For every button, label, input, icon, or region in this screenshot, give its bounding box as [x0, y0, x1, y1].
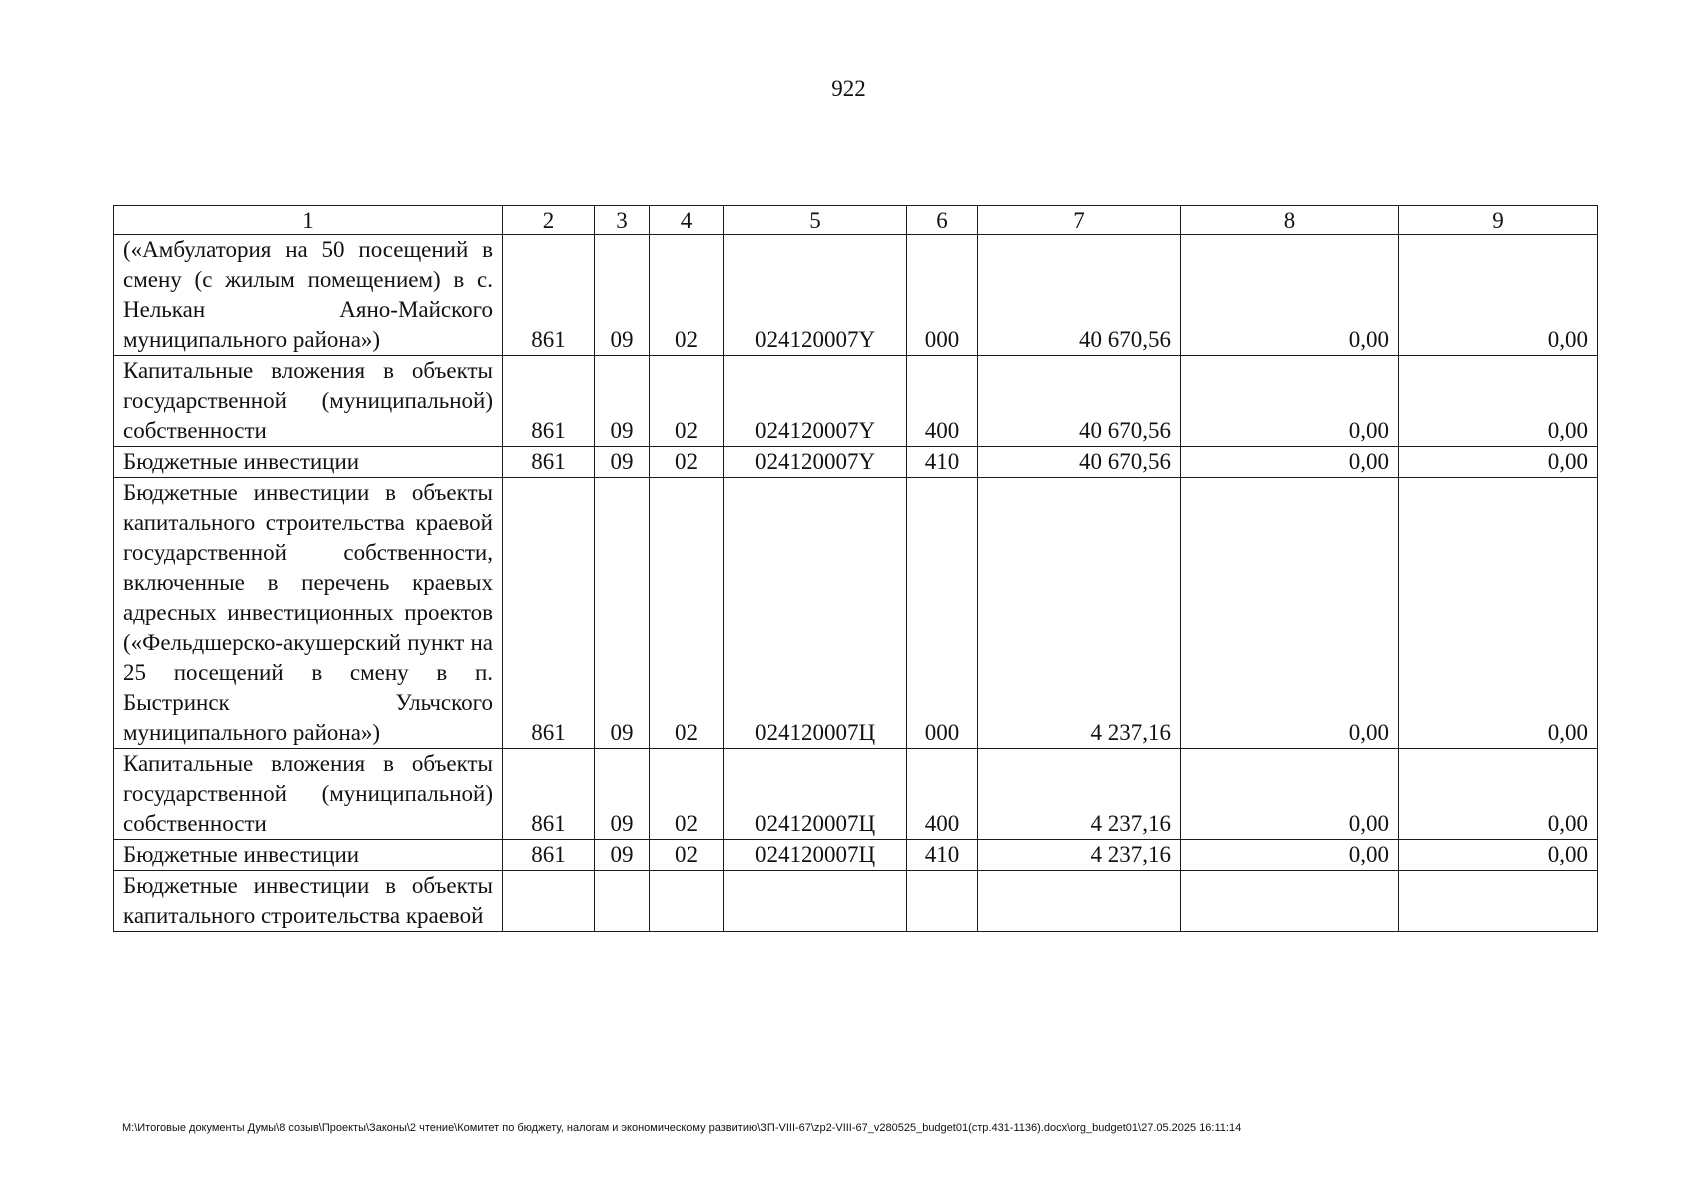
- cell-code-6: 410: [907, 447, 978, 478]
- cell-amount-9: 0,00: [1399, 478, 1598, 749]
- table-row: [114, 447, 1598, 478]
- row-name: Бюджетные инвестиции: [114, 447, 503, 478]
- cell-amount-7: 4 237,16: [978, 840, 1181, 871]
- cell-code-6: 000: [907, 478, 978, 749]
- cell-amount-9: 0,00: [1399, 749, 1598, 840]
- cell-code-2: 861: [503, 840, 595, 871]
- cell-amount-8: 0,00: [1181, 235, 1399, 356]
- cell-code-4: 02: [650, 447, 724, 478]
- page-number: 922: [831, 76, 866, 101]
- cell-code-3: 09: [595, 749, 650, 840]
- cell-amount-7: 40 670,56: [978, 356, 1181, 447]
- table-row-continued: [114, 871, 1598, 932]
- footer-file-path: M:\Итоговые документы Думы\8 созыв\Проекты\Законы\2 чтение\Комитет по бюджету, налогам и экономическому развитию\ЗП-VIII-67\zp2-VIII-67_v280525_budget01(стр.431-1136).docx\org_budget01\27.05.2025 16:11:14: [122, 1122, 1242, 1134]
- cell-code-3: 09: [595, 840, 650, 871]
- cell-code-2: 861: [503, 749, 595, 840]
- cell-code-5: 024120007Ц: [724, 749, 907, 840]
- header-row: [114, 206, 1598, 235]
- cell-empty: [650, 871, 724, 932]
- cell-amount-8: 0,00: [1181, 356, 1399, 447]
- cell-code-4: 02: [650, 840, 724, 871]
- table-row: [114, 356, 1598, 447]
- column-header: 8: [1181, 206, 1399, 235]
- table-row: [114, 840, 1598, 871]
- cell-amount-8: 0,00: [1181, 840, 1399, 871]
- column-header: 5: [724, 206, 907, 235]
- column-header: 1: [114, 206, 503, 235]
- cell-code-5: 024120007Y: [724, 235, 907, 356]
- cell-code-3: 09: [595, 478, 650, 749]
- cell-code-4: 02: [650, 749, 724, 840]
- cell-code-5: 024120007Ц: [724, 840, 907, 871]
- cell-empty: [907, 871, 978, 932]
- cell-empty: [1181, 871, 1399, 932]
- column-header: 7: [978, 206, 1181, 235]
- cell-code-4: 02: [650, 478, 724, 749]
- row-name: («Амбулатория на 50 посещений в смену (с жилым помещением) в с. Нелькан Аяно-Майского муниципального района»): [114, 235, 503, 356]
- cell-empty: [1399, 871, 1598, 932]
- budget-table: [113, 205, 1598, 932]
- row-name: Бюджетные инвестиции в объекты капитального строительства краевой государственной собственности, включенные в перечень краевых адресных инвестиционных проектов («Фельдшерско-акушерский пункт на 25 посещений в смену в п. Быстринск Ульчского муниципального района»): [114, 478, 503, 749]
- cell-amount-8: 0,00: [1181, 447, 1399, 478]
- cell-amount-8: 0,00: [1181, 749, 1399, 840]
- table-row: [114, 235, 1598, 356]
- cell-code-5: 024120007Ц: [724, 478, 907, 749]
- table-row: [114, 478, 1598, 749]
- cell-code-6: 400: [907, 356, 978, 447]
- cell-amount-7: 40 670,56: [978, 447, 1181, 478]
- column-header: 3: [595, 206, 650, 235]
- cell-code-3: 09: [595, 235, 650, 356]
- column-header: 2: [503, 206, 595, 235]
- cell-code-3: 09: [595, 356, 650, 447]
- cell-code-2: 861: [503, 478, 595, 749]
- cell-code-2: 861: [503, 356, 595, 447]
- cell-empty: [724, 871, 907, 932]
- cell-code-6: 410: [907, 840, 978, 871]
- cell-code-2: 861: [503, 235, 595, 356]
- cell-code-3: 09: [595, 447, 650, 478]
- cell-code-5: 024120007Y: [724, 447, 907, 478]
- cell-code-6: 000: [907, 235, 978, 356]
- column-header: 6: [907, 206, 978, 235]
- cell-amount-9: 0,00: [1399, 840, 1598, 871]
- cell-empty: [978, 871, 1181, 932]
- row-name: Капитальные вложения в объекты государственной (муниципальной) собственности: [114, 749, 503, 840]
- column-header: 4: [650, 206, 724, 235]
- cell-code-5: 024120007Y: [724, 356, 907, 447]
- cell-amount-7: 4 237,16: [978, 749, 1181, 840]
- cell-empty: [503, 871, 595, 932]
- table-row: [114, 749, 1598, 840]
- cell-code-4: 02: [650, 356, 724, 447]
- cell-amount-9: 0,00: [1399, 447, 1598, 478]
- row-name: Бюджетные инвестиции: [114, 840, 503, 871]
- cell-code-4: 02: [650, 235, 724, 356]
- cell-amount-9: 0,00: [1399, 235, 1598, 356]
- cell-amount-7: 40 670,56: [978, 235, 1181, 356]
- cell-empty: [595, 871, 650, 932]
- cell-amount-9: 0,00: [1399, 356, 1598, 447]
- cell-amount-8: 0,00: [1181, 478, 1399, 749]
- cell-code-2: 861: [503, 447, 595, 478]
- row-name: Бюджетные инвестиции в объекты капитального строительства краевой: [114, 871, 503, 932]
- row-name: Капитальные вложения в объекты государственной (муниципальной) собственности: [114, 356, 503, 447]
- cell-code-6: 400: [907, 749, 978, 840]
- cell-amount-7: 4 237,16: [978, 478, 1181, 749]
- column-header: 9: [1399, 206, 1598, 235]
